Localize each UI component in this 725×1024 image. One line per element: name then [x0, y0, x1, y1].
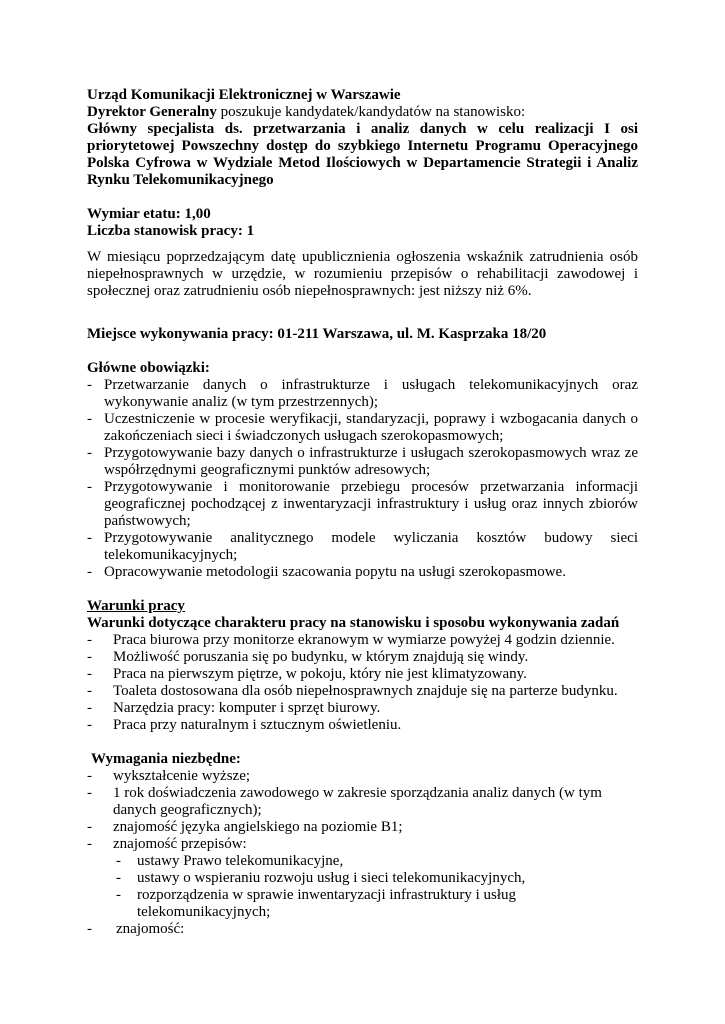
fte-line: Wymiar etatu: 1,00	[87, 206, 211, 222]
list-item-text: znajomość:	[116, 921, 185, 937]
disability-note: W miesiącu poprzedzającym datę upublicznienia ogłoszenia wskaźnik zatrudnienia osób niepełnosprawnych w urzędzie, w rozumieniu przepisów o rehabilitacji zawodowej i społecznej oraz zatrudnieniu osób niepełnosprawnych: jest niższy niż 6%.	[87, 249, 638, 299]
list-item: - Przetwarzanie danych o infrastrukturze i usługach telekomunikacyjnych oraz wykonywanie analiz (w tym przestrzennych);	[87, 377, 638, 411]
list-item: - Toaleta dostosowana dla osób niepełnosprawnych znajduje się na parterze budynku.	[87, 683, 638, 700]
work-location: Miejsce wykonywania pracy: 01-211 Warszawa, ul. M. Kasprzaka 18/20	[87, 326, 547, 342]
director-line	[87, 104, 638, 121]
director-title: Dyrektor Generalny	[87, 104, 217, 120]
list-item: - Praca biurowa przy monitorze ekranowym w wymiarze powyżej 4 godzin dziennie.	[87, 632, 638, 649]
conditions-list	[87, 632, 638, 734]
list-item: - Przygotowywanie analitycznego modele wyliczania kosztów budowy sieci telekomunikacyjnych;	[87, 530, 638, 564]
list-item: - Opracowywanie metodologii szacowania popytu na usługi szerokopasmowe.	[87, 564, 638, 581]
list-item: - Możliwość poruszania się po budynku, w którym znajdują się windy.	[87, 649, 638, 666]
list-item: - znajomość języka angielskiego na poziomie B1;	[87, 819, 638, 836]
sublist-item: - rozporządzenia w sprawie inwentaryzacji infrastruktury i usług telekomunikacyjnych;	[116, 887, 638, 921]
list-item: - wykształcenie wyższe;	[87, 768, 638, 785]
duties-heading: Główne obowiązki:	[87, 360, 210, 376]
list-item: - Uczestniczenie w procesie weryfikacji, standaryzacji, poprawy i wzbogacania danych o zakończeniach sieci i świadczonych usługach szerokopasmowych;	[87, 411, 638, 445]
list-item: - Praca na pierwszym piętrze, w pokoju, który nie jest klimatyzowany.	[87, 666, 638, 683]
list-item: - 1 rok doświadczenia zawodowego w zakresie sporządzania analiz danych (w tym danych geograficznych);	[87, 785, 638, 819]
list-item	[87, 921, 638, 938]
regulations-sublist	[113, 853, 638, 921]
list-item: - Narzędzia pracy: komputer i sprzęt biurowy.	[87, 700, 638, 717]
sublist-item: - ustawy Prawo telekomunikacyjne,	[116, 853, 638, 870]
director-text: poszukuje kandydatek/kandydatów na stanowisko:	[216, 104, 526, 120]
conditions-heading: Warunki pracy	[87, 598, 185, 614]
requirements-list	[87, 768, 638, 938]
position-title: Główny specjalista ds. przetwarzania i analiz danych w celu realizacji I osi priorytetowej Powszechny dostęp do szybkiego Internetu Programu Operacyjnego Polska Cyfrowa w Wydziale Metod Ilościowych w Departamencie Strategii i Analiz Rynku Telekomunikacyjnego	[87, 121, 638, 188]
positions-count: Liczba stanowisk pracy: 1	[87, 223, 255, 239]
duties-list	[87, 377, 638, 581]
sublist-item: - ustawy o wspieraniu rozwoju usług i sieci telekomunikacyjnych,	[116, 870, 638, 887]
document-content	[87, 87, 638, 938]
list-item-text: znajomość przepisów:	[113, 836, 247, 852]
requirements-heading: Wymagania niezbędne:	[91, 751, 241, 767]
office-name: Urząd Komunikacji Elektronicznej w Warszawie	[87, 87, 401, 103]
list-item: - Przygotowywanie i monitorowanie przebiegu procesów przetwarzania informacji geograficznej pochodzącej z inwentaryzacji infrastruktury i usług oraz innych zbiorów państwowych;	[87, 479, 638, 530]
conditions-subheading: Warunki dotyczące charakteru pracy na stanowisku i sposobu wykonywania zadań	[87, 615, 620, 631]
list-item: - Praca przy naturalnym i sztucznym oświetleniu.	[87, 717, 638, 734]
list-item: - Przygotowywanie bazy danych o infrastrukturze i usługach szerokopasmowych wraz ze współrzędnymi geograficznymi punktów adresowych;	[87, 445, 638, 479]
list-item	[87, 836, 638, 921]
